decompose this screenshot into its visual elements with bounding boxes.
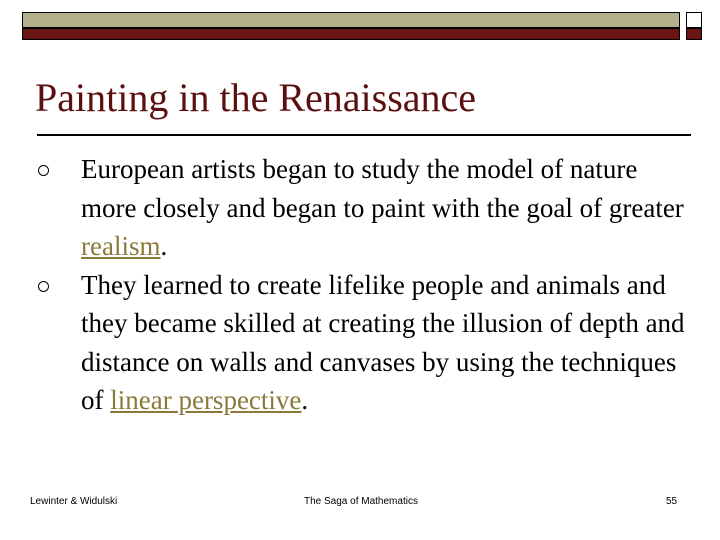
bullet-text: They learned to create lifelike people and animals and they became skilled at creating the illusion of depth and distance on walls and canvases by using the techniques of — [81, 269, 685, 415]
top-decor-bar-fill — [22, 28, 680, 40]
bullet-list — [36, 150, 686, 420]
hollow-circle-bullet-icon — [38, 165, 49, 176]
bullet-item — [36, 150, 686, 266]
corner-decor-box — [686, 12, 702, 28]
corner-decor-fill — [686, 28, 702, 40]
hollow-circle-bullet-icon — [38, 281, 49, 292]
linear-perspective-link[interactable]: linear perspective — [110, 385, 302, 415]
bullet-item — [36, 266, 686, 420]
title-divider — [37, 134, 691, 136]
bullet-text-end: . — [160, 231, 168, 261]
footer-authors: Lewinter & Widulski — [30, 496, 118, 507]
bullet-text-end: . — [301, 385, 309, 415]
footer-book-title: The Saga of Mathematics — [304, 496, 418, 507]
slide-number: 55 — [666, 496, 678, 507]
top-decor-bar — [22, 12, 680, 28]
bullet-text: European artists began to study the model of nature more closely and began to paint with the goal of greater — [81, 154, 684, 223]
realism-link[interactable]: realism — [81, 231, 161, 261]
slide-title: Painting in the Renaissance — [35, 75, 477, 120]
